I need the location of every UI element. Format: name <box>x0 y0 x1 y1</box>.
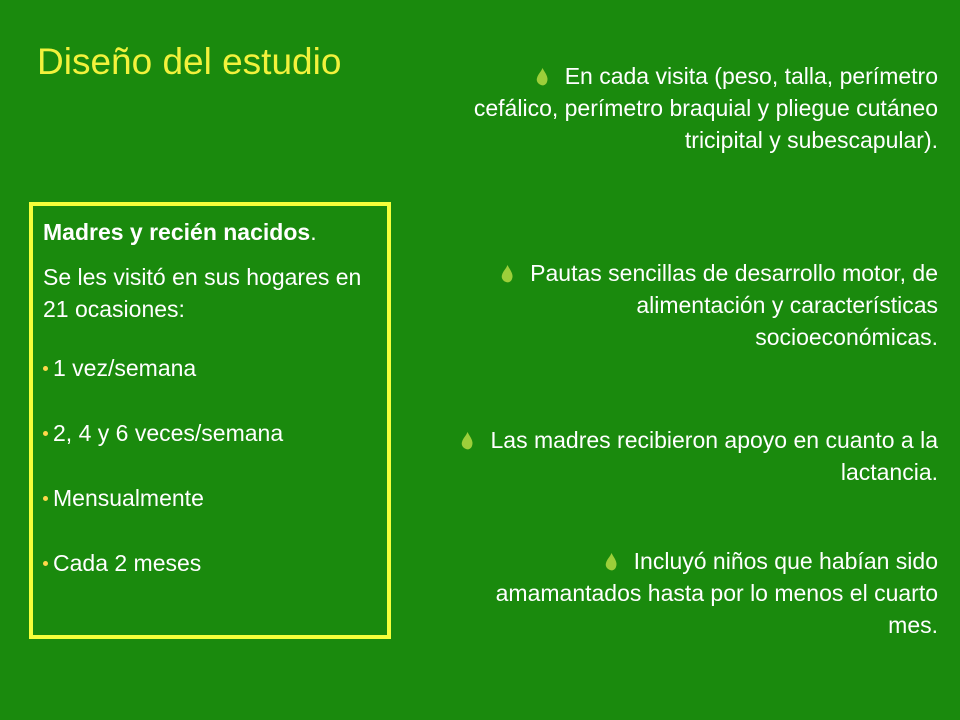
box-intro-text: Se les visitó en sus hogares en 21 ocasiones: <box>43 264 362 322</box>
leaf-bullet-icon <box>605 553 618 571</box>
box-heading <box>43 216 379 248</box>
list-item <box>43 548 379 578</box>
right-bullet-guidelines <box>488 257 938 353</box>
bullet-text: Incluyó niños que habían sido amamantados hasta por lo menos el cuarto mes. <box>495 548 938 638</box>
list-item-label: Mensualmente <box>53 485 204 511</box>
bullet-dot-icon <box>43 366 48 371</box>
right-bullet-measurements <box>468 60 938 156</box>
right-bullet-inclusion <box>468 545 938 641</box>
bullet-dot-icon <box>43 496 48 501</box>
box-heading-period: . <box>310 219 317 245</box>
list-item-label: 2, 4 y 6 veces/semana <box>53 420 284 446</box>
bullet-text: En cada visita (peso, talla, perímetro cefálico, perímetro braquial y pliegue cutáneo tricipital y subescapular). <box>473 63 938 153</box>
list-item-label: Cada 2 meses <box>53 550 202 576</box>
right-bullet-support <box>458 424 938 488</box>
leaf-bullet-icon <box>536 68 549 86</box>
visit-frequency-list <box>43 353 379 578</box>
list-item <box>43 353 379 383</box>
list-item <box>43 483 379 513</box>
slide-title: Diseño del estudio <box>37 41 342 82</box>
list-item <box>43 418 379 448</box>
bullet-text: Pautas sencillas de desarrollo motor, de alimentación y características socioeconómicas. <box>530 260 938 350</box>
bullet-text: Las madres recibieron apoyo en cuanto a la lactancia. <box>490 427 938 485</box>
study-info-box <box>29 202 391 639</box>
leaf-bullet-icon <box>461 432 474 450</box>
list-item-label: 1 vez/semana <box>53 355 197 381</box>
leaf-bullet-icon <box>501 265 514 283</box>
bullet-dot-icon <box>43 431 48 436</box>
bullet-dot-icon <box>43 561 48 566</box>
box-heading-bold: Madres y recién nacidos <box>43 219 311 245</box>
